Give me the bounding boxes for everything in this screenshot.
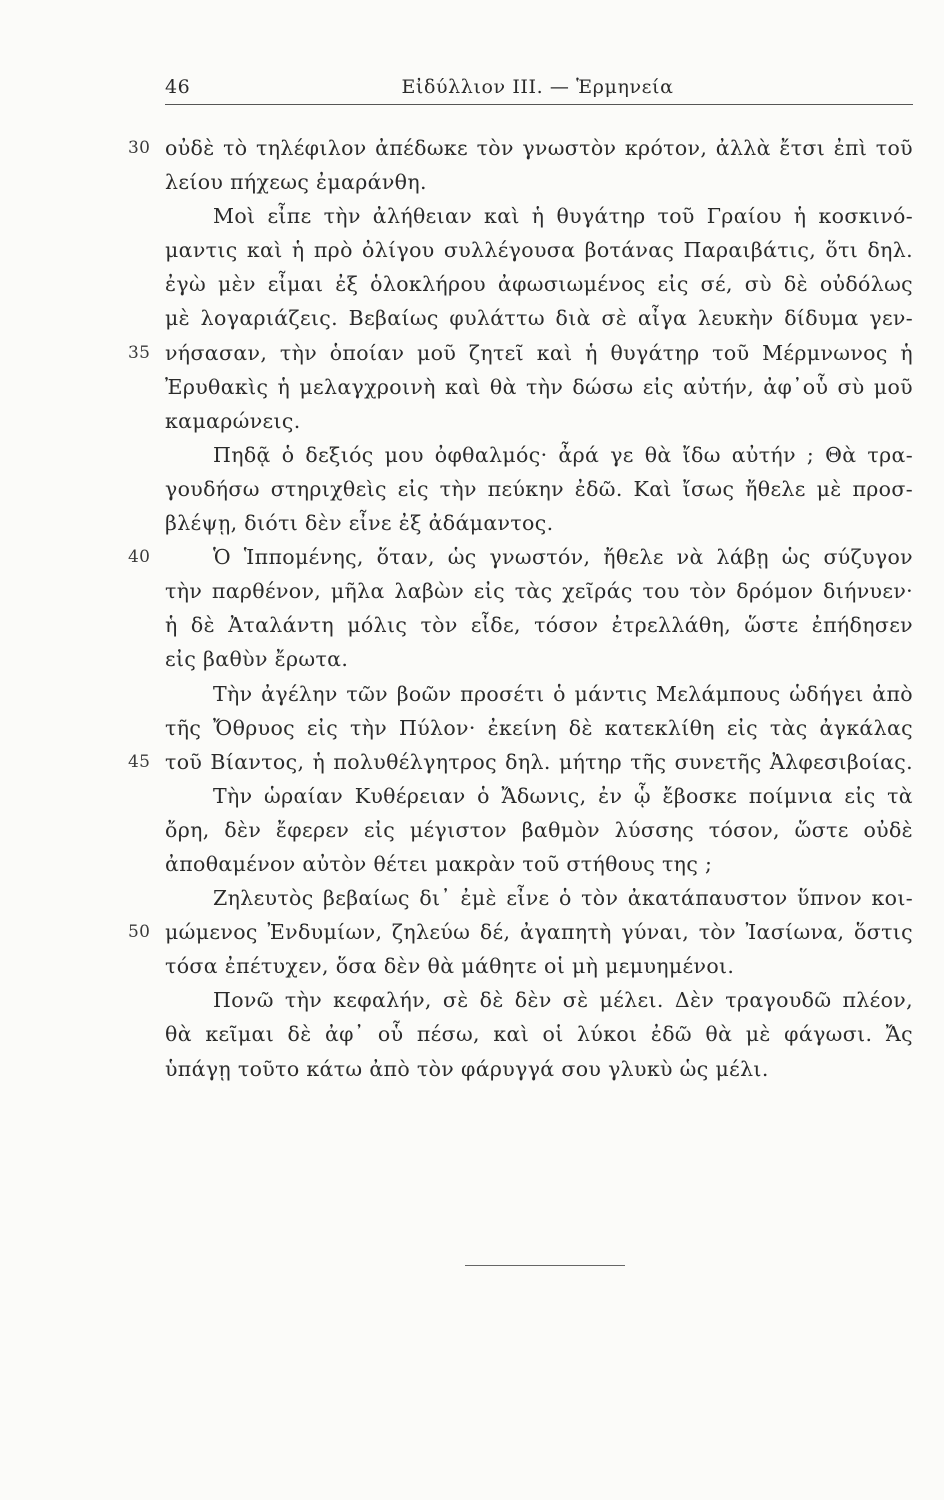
line-text: νήσασαν, τὴν ὁποίαν μοῦ ζητεῖ καὶ ἡ θυγάτηρ τοῦ Μέρμνωνος ἡ	[165, 340, 913, 365]
text-line	[165, 847, 913, 881]
text-line	[128, 336, 913, 370]
text-line	[165, 404, 913, 438]
text-line	[165, 506, 913, 540]
line-text: Ἐρυθακὶς ἡ μελαγχροινὴ καὶ θὰ τὴν δώσω εἰς αὐτήν, ἀφ᾽οὗ σὺ μοῦ	[165, 374, 913, 399]
header-rule	[165, 104, 913, 105]
text-line	[165, 233, 913, 267]
line-text: Ζηλευτὸς βεβαίως δι᾽ ἐμὲ εἶνε ὁ τὸν ἀκατάπαυστον ὕπνον κοι-	[213, 886, 913, 911]
text-line	[165, 301, 913, 335]
text-line	[165, 267, 913, 301]
text-line	[165, 642, 913, 676]
line-text: Τὴν ὡραίαν Κυθέρειαν ὁ Ἄδωνις, ἐν ᾧ ἔβοσκε ποίμνια εἰς τὰ	[213, 783, 913, 808]
running-title: Εἰδύλλιον ΙΙΙ. — Ἑρμηνεία	[401, 76, 674, 98]
line-text: γουδήσω στηριχθεὶς εἰς τὴν πεύκην ἐδῶ. Καὶ ἴσως ἤθελε μὲ προσ-	[165, 476, 913, 501]
line-text: καμαρώνεις.	[165, 408, 301, 433]
text-line	[165, 370, 913, 404]
line-text: ὄρη, δὲν ἔφερεν εἰς μέγιστον βαθμὸν λύσσης τόσον, ὥστε οὐδὲ	[165, 817, 913, 842]
line-number: 45	[128, 751, 151, 772]
line-text: μὲ λογαριάζεις. Βεβαίως φυλάττω διὰ σὲ αἶγα λευκὴν δίδυμα γεν-	[165, 306, 913, 331]
text-line	[165, 813, 913, 847]
line-number: 40	[128, 547, 151, 568]
text-line	[165, 779, 913, 813]
text-line	[165, 711, 913, 745]
text-line	[165, 438, 913, 472]
text-line	[165, 983, 913, 1017]
text-line	[128, 540, 913, 574]
text-line	[128, 745, 913, 779]
text-line	[165, 608, 913, 642]
text-line	[165, 472, 913, 506]
page-number: 46	[165, 76, 191, 98]
line-number: 35	[128, 342, 151, 363]
line-text: τῆς Ὄθρυος εἰς τὴν Πύλον· ἐκείνη δὲ κατεκλίθη εἰς τὰς ἀγκάλας	[165, 715, 913, 740]
line-text: ἡ δὲ Ἀταλάντη μόλις τὸν εἶδε, τόσον ἐτρελλάθη, ὥστε ἐπήδησεν	[165, 613, 913, 638]
line-text: Ὁ Ἱππομένης, ὅταν, ὡς γνωστόν, ἤθελε νὰ λάβῃ ὡς σύζυγον	[213, 545, 913, 570]
line-number: 30	[128, 138, 151, 158]
line-text: τοῦ Βίαντος, ἡ πολυθέλγητρος δηλ. μήτηρ τῆς συνετῆς Ἀλφεσιβοίας.	[165, 749, 913, 774]
text-line	[165, 1017, 913, 1051]
text-line	[165, 949, 913, 983]
footer-rule	[465, 1265, 625, 1266]
line-text: εἰς βαθὺν ἔρωτα.	[165, 647, 349, 672]
text-line	[165, 677, 913, 711]
line-text: ὑπάγῃ τοῦτο κάτω ἀπὸ τὸν φάρυγγά σου γλυκὺ ὡς μέλι.	[165, 1056, 769, 1081]
line-text: Πηδᾷ ὁ δεξιός μου ὀφθαλμός· ἆρά γε θὰ ἴδω αὐτήν ; Θὰ τρα-	[213, 442, 913, 467]
line-text: μαντις καὶ ἡ πρὸ ὀλίγου συλλέγουσα βοτάνας Παραιβάτις, ὅτι δηλ.	[165, 238, 913, 263]
line-text: Τὴν ἀγέλην τῶν βοῶν προσέτι ὁ μάντις Μελάμπους ὡδήγει ἀπὸ	[213, 681, 913, 706]
line-number: 50	[128, 922, 151, 943]
text-line	[165, 165, 913, 199]
text-line	[165, 1052, 913, 1086]
line-text: οὐδὲ τὸ τηλέφιλον ἀπέδωκε τὸν γνωστὸν κρότον, ἀλλὰ ἔτσι ἐπὶ τοῦ	[165, 136, 913, 160]
line-text: λείου πήχεως ἐμαράνθη.	[165, 170, 427, 195]
line-text: Μοὶ εἶπε τὴν ἀλήθειαν καὶ ἡ θυγάτηρ τοῦ Γραίου ἡ κοσκινό-	[213, 204, 913, 229]
text-line	[128, 915, 913, 949]
text-line	[165, 881, 913, 915]
line-text: μώμενος Ἐνδυμίων, ζηλεύω δέ, ἀγαπητὴ γύναι, τὸν Ἰασίωνα, ὅστις	[165, 920, 913, 945]
text-line	[165, 574, 913, 608]
text-block	[128, 131, 913, 1086]
line-text: τὴν παρθένον, μῆλα λαβὼν εἰς τὰς χεῖράς του τὸν δρόμον διήνυεν·	[165, 579, 913, 604]
line-text: Πονῶ τὴν κεφαλήν, σὲ δὲ δὲν σὲ μέλει. Δὲν τραγουδῶ πλέον,	[213, 988, 913, 1013]
line-text: ἀποθαμένον αὐτὸν θέτει μακρὰν τοῦ στήθους της ;	[165, 851, 713, 876]
line-text: βλέψῃ, διότι δὲν εἶνε ἐξ ἀδάμαντος.	[165, 511, 554, 536]
line-text: θὰ κεῖμαι δὲ ἀφ᾽ οὗ πέσω, καὶ οἱ λύκοι ἐδῶ θὰ μὲ φάγωσι. Ἄς	[165, 1022, 913, 1047]
text-line	[165, 199, 913, 233]
page-header	[165, 76, 910, 106]
line-text: ἐγὼ μὲν εἶμαι ἐξ ὁλοκλήρου ἀφωσιωμένος εἰς σέ, σὺ δὲ οὐδόλως	[165, 272, 913, 297]
line-text: τόσα ἐπέτυχεν, ὅσα δὲν θὰ μάθητε οἱ μὴ μεμυημένοι.	[165, 954, 735, 979]
text-line	[128, 131, 913, 165]
